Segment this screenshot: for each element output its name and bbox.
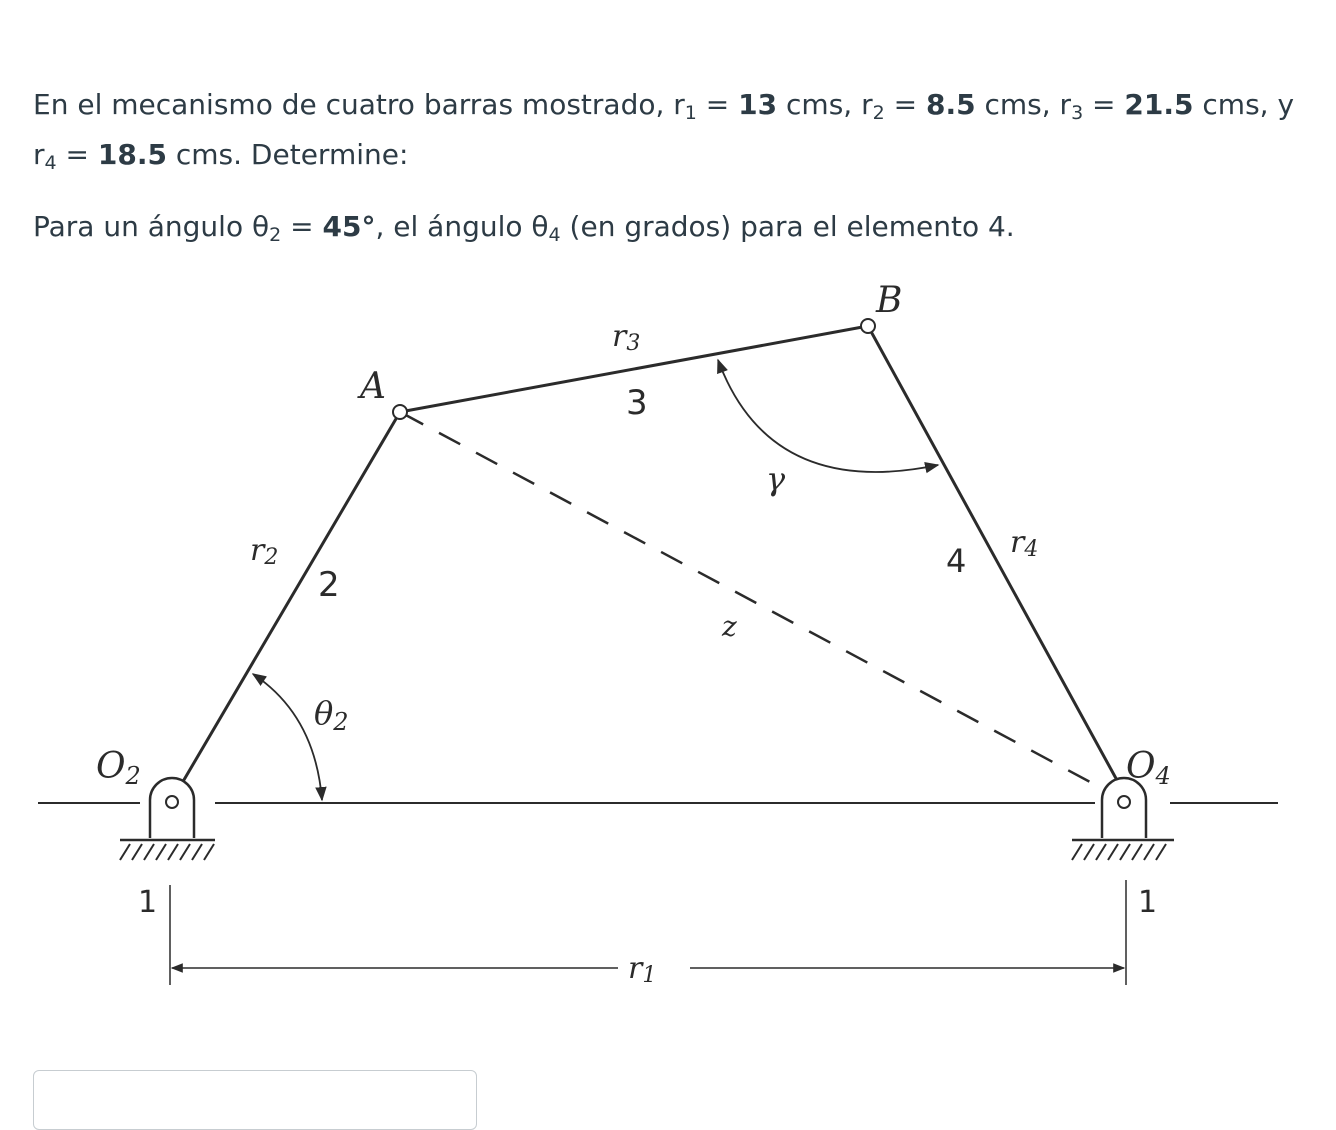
label-r4: r4 xyxy=(1010,525,1039,562)
label-z: z xyxy=(722,610,737,643)
label-a: A xyxy=(360,366,386,407)
label-b: B xyxy=(876,280,903,321)
label-link-2: 2 xyxy=(318,565,340,605)
r4-value: 18.5 xyxy=(97,138,167,171)
joint-a xyxy=(393,405,407,419)
question-paragraph-2: Para un ángulo $\theta_2 = 45^\circ$, el ángulo $\theta_4$ (en grados) para el elemento 4. xyxy=(33,210,1015,246)
theta2-arc xyxy=(253,674,322,800)
label-gamma: γ xyxy=(766,460,786,498)
label-o2: O2 xyxy=(96,746,141,790)
label-o4: O4 xyxy=(1126,746,1171,790)
label-r2: r2 xyxy=(250,533,279,570)
r1-value: 13 xyxy=(738,88,778,121)
label-link-4: 4 xyxy=(946,542,967,580)
label-r3: r3 xyxy=(612,319,641,356)
question-paragraph-1: En el mecanismo de cuatro barras mostrado, $r_1 = 13$ cms, $r_2 = 8.5$ cms, $r_3 = 21.5$ cms, y $r_4 = 18.5$ cms. Determine: xyxy=(33,88,1295,174)
joint-b xyxy=(861,319,875,333)
gamma-arc xyxy=(718,360,938,472)
r3-value: 21.5 xyxy=(1124,88,1194,121)
r2-value: 8.5 xyxy=(925,88,976,121)
label-ground-right: 1 xyxy=(1138,885,1158,920)
link-4 xyxy=(868,326,1124,793)
label-theta2: θ2 xyxy=(314,694,349,736)
answer-input[interactable] xyxy=(33,1070,477,1130)
pivot-o4 xyxy=(1072,778,1174,860)
pivot-o2 xyxy=(120,778,215,860)
link-2 xyxy=(178,412,400,790)
diagonal-z xyxy=(402,413,1118,797)
label-link-3: 3 xyxy=(626,383,648,423)
label-r1: r1 xyxy=(628,951,657,988)
theta2-value: 45° xyxy=(322,210,376,243)
label-ground-left: 1 xyxy=(138,885,158,920)
